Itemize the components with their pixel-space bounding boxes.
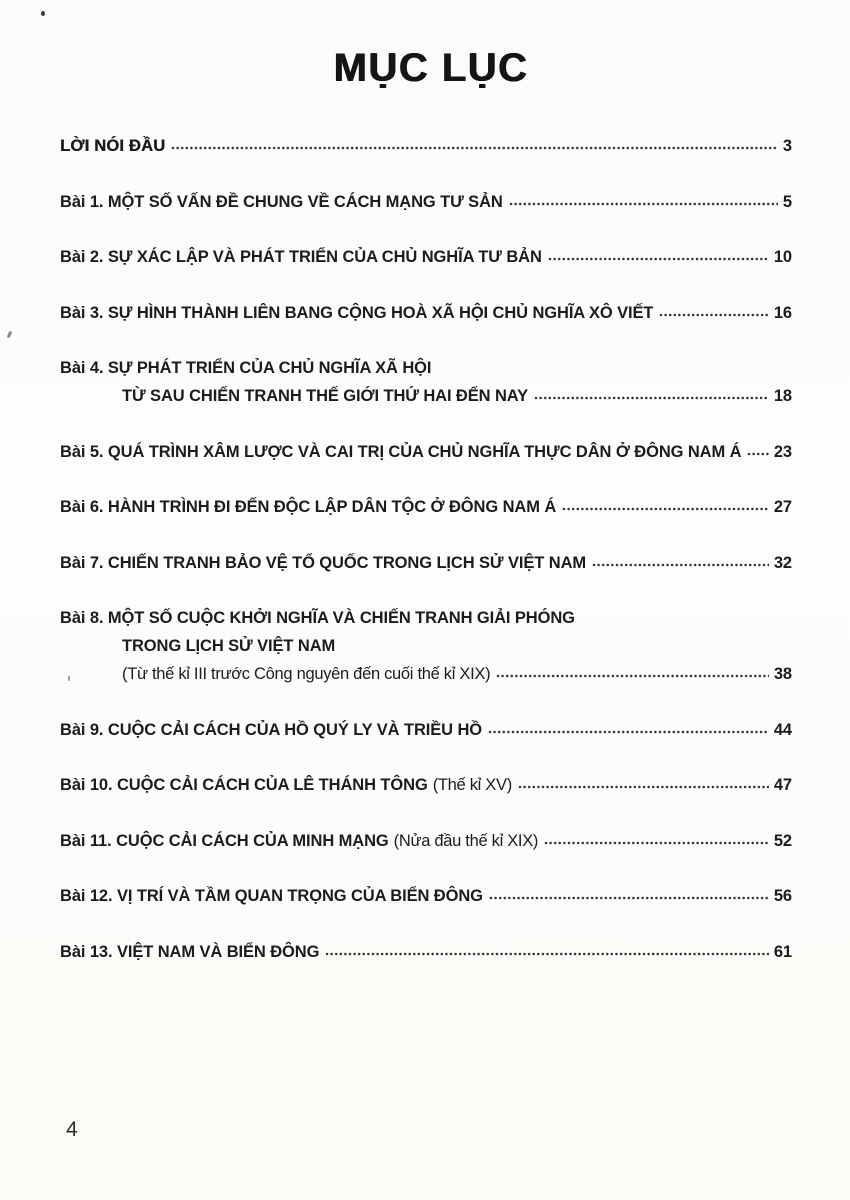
dot-leader: [544, 832, 769, 846]
toc-entry-subtitle: (Thế kỉ XV): [432, 776, 512, 794]
toc-line: [60, 438, 792, 466]
toc-entry-page-number: 52: [773, 831, 792, 850]
toc-entry-label: Bài 8. MỘT SỐ CUỘC KHỞI NGHĨA VÀ CHIẾN TRANH GIẢI PHÓNG: [60, 609, 575, 627]
toc-entry-bai-2: [60, 243, 792, 271]
toc-entry-page-number: 47: [773, 776, 792, 794]
page-title: MỤC LỤC: [333, 46, 529, 90]
dot-leader: [534, 387, 769, 401]
toc-entry-page-number: 18: [773, 387, 792, 405]
toc-entry-page-number: 61: [773, 942, 792, 961]
toc-entry-page-number: 38: [773, 665, 792, 683]
toc-line: [60, 188, 792, 216]
toc-entry-bai-3: [60, 299, 792, 327]
toc-line: [60, 632, 792, 660]
toc-entry-bai-8: [60, 604, 792, 688]
toc-entry-label: Bài 6. HÀNH TRÌNH ĐI ĐẾN ĐỘC LẬP DÂN TỘC Ở ĐÔNG NAM Á: [60, 498, 557, 516]
toc-entry-loi-noi-dau: [60, 132, 792, 160]
toc-entry-bai-13: [60, 938, 792, 966]
toc-entry-page-number: 27: [773, 498, 792, 516]
toc-entry-label: Bài 4. SỰ PHÁT TRIỂN CỦA CHỦ NGHĨA XÃ HỘI: [60, 359, 432, 377]
scan-speck: [7, 331, 13, 339]
dot-leader: [171, 137, 778, 151]
toc-entry-label: Bài 5. QUÁ TRÌNH XÂM LƯỢC VÀ CAI TRỊ CỦA CHỦ NGHĨA THỰC DÂN Ở ĐÔNG NAM Á: [60, 442, 742, 461]
dot-leader: [488, 721, 769, 735]
toc-line: [60, 382, 792, 410]
toc-line: [60, 132, 792, 160]
toc-entry-page-number: 16: [773, 303, 792, 322]
toc-entry-bai-9: [60, 716, 792, 744]
toc-entry-label: Bài 9. CUỘC CẢI CÁCH CỦA HỒ QUÝ LY VÀ TRIỀU HỒ: [60, 720, 483, 739]
toc-line: [60, 771, 792, 799]
toc-entry-label: Bài 3. SỰ HÌNH THÀNH LIÊN BANG CỘNG HOÀ XÃ HỘI CHỦ NGHĨA XÔ VIẾT: [60, 303, 654, 322]
toc-line: [60, 354, 792, 382]
toc-entry-bai-12: [60, 882, 792, 910]
toc-entry-bai-1: [60, 188, 792, 216]
toc-line: [60, 938, 792, 966]
toc-entry-bai-5: [60, 438, 792, 466]
toc-entry-label: (Từ thế kỉ III trước Công nguyên đến cuối thế kỉ XIX): [122, 665, 491, 683]
dot-leader: [548, 248, 769, 262]
scan-speck: [41, 11, 45, 16]
toc-entry-page-number: 5: [782, 192, 792, 211]
toc-entry-page-number: 32: [773, 553, 792, 572]
toc-entry-page-number: 3: [782, 137, 792, 155]
scan-speck: [68, 676, 70, 681]
dot-leader: [496, 665, 769, 679]
toc-line: [60, 299, 792, 327]
dot-leader: [489, 887, 769, 901]
toc-line: [60, 549, 792, 577]
toc-entry-bai-6: [60, 493, 792, 521]
dot-leader: [592, 554, 769, 568]
dot-leader: [509, 193, 778, 207]
toc-entry-label: Bài 12. VỊ TRÍ VÀ TẦM QUAN TRỌNG CỦA BIỂN ĐÔNG: [60, 887, 483, 905]
toc-line: [60, 882, 792, 910]
toc-list: [60, 132, 792, 966]
toc-entry-bai-7: [60, 549, 792, 577]
toc-entry-page-number: 10: [773, 248, 792, 266]
toc-entry-page-number: 23: [773, 442, 792, 461]
dot-leader: [562, 498, 769, 512]
toc-line: [60, 716, 792, 744]
toc-entry-label: Bài 7. CHIẾN TRANH BẢO VỆ TỔ QUỐC TRONG LỊCH SỬ VIỆT NAM: [60, 553, 587, 572]
dot-leader: [659, 304, 768, 318]
toc-entry-subtitle: (Nửa đầu thế kỉ XIX): [393, 831, 539, 850]
toc-line: [60, 660, 792, 688]
toc-entry-label: Bài 1. MỘT SỐ VẤN ĐỀ CHUNG VỀ CÁCH MẠNG TƯ SẢN: [60, 192, 503, 211]
toc-line: [60, 604, 792, 632]
toc-entry-bai-10: [60, 771, 792, 799]
toc-entry-bai-11: [60, 827, 792, 855]
toc-line: [60, 493, 792, 521]
toc-entry-label: LỜI NÓI ĐẦU: [60, 137, 166, 155]
footer-page-number: 4: [66, 1118, 78, 1141]
toc-entry-label: TRONG LỊCH SỬ VIỆT NAM: [122, 637, 336, 655]
toc-entry-label: Bài 11. CUỘC CẢI CÁCH CỦA MINH MẠNG: [60, 831, 389, 850]
toc-entry-page-number: 44: [773, 720, 792, 739]
toc-entry-label: Bài 10. CUỘC CẢI CÁCH CỦA LÊ THÁNH TÔNG: [60, 776, 428, 794]
toc-entry-label: Bài 2. SỰ XÁC LẬP VÀ PHÁT TRIỂN CỦA CHỦ NGHĨA TƯ BẢN: [60, 248, 542, 266]
toc-entry-page-number: 56: [773, 887, 792, 905]
toc-entry-label: Bài 13. VIỆT NAM VÀ BIỂN ĐÔNG: [60, 942, 320, 961]
dot-leader: [747, 443, 768, 457]
toc-line: [60, 243, 792, 271]
dot-leader: [518, 776, 769, 790]
dot-leader: [325, 943, 769, 957]
toc-line: [60, 827, 792, 855]
toc-entry-label: TỪ SAU CHIẾN TRANH THẾ GIỚI THỨ HAI ĐẾN NAY: [122, 387, 528, 405]
toc-entry-bai-4: [60, 354, 792, 410]
